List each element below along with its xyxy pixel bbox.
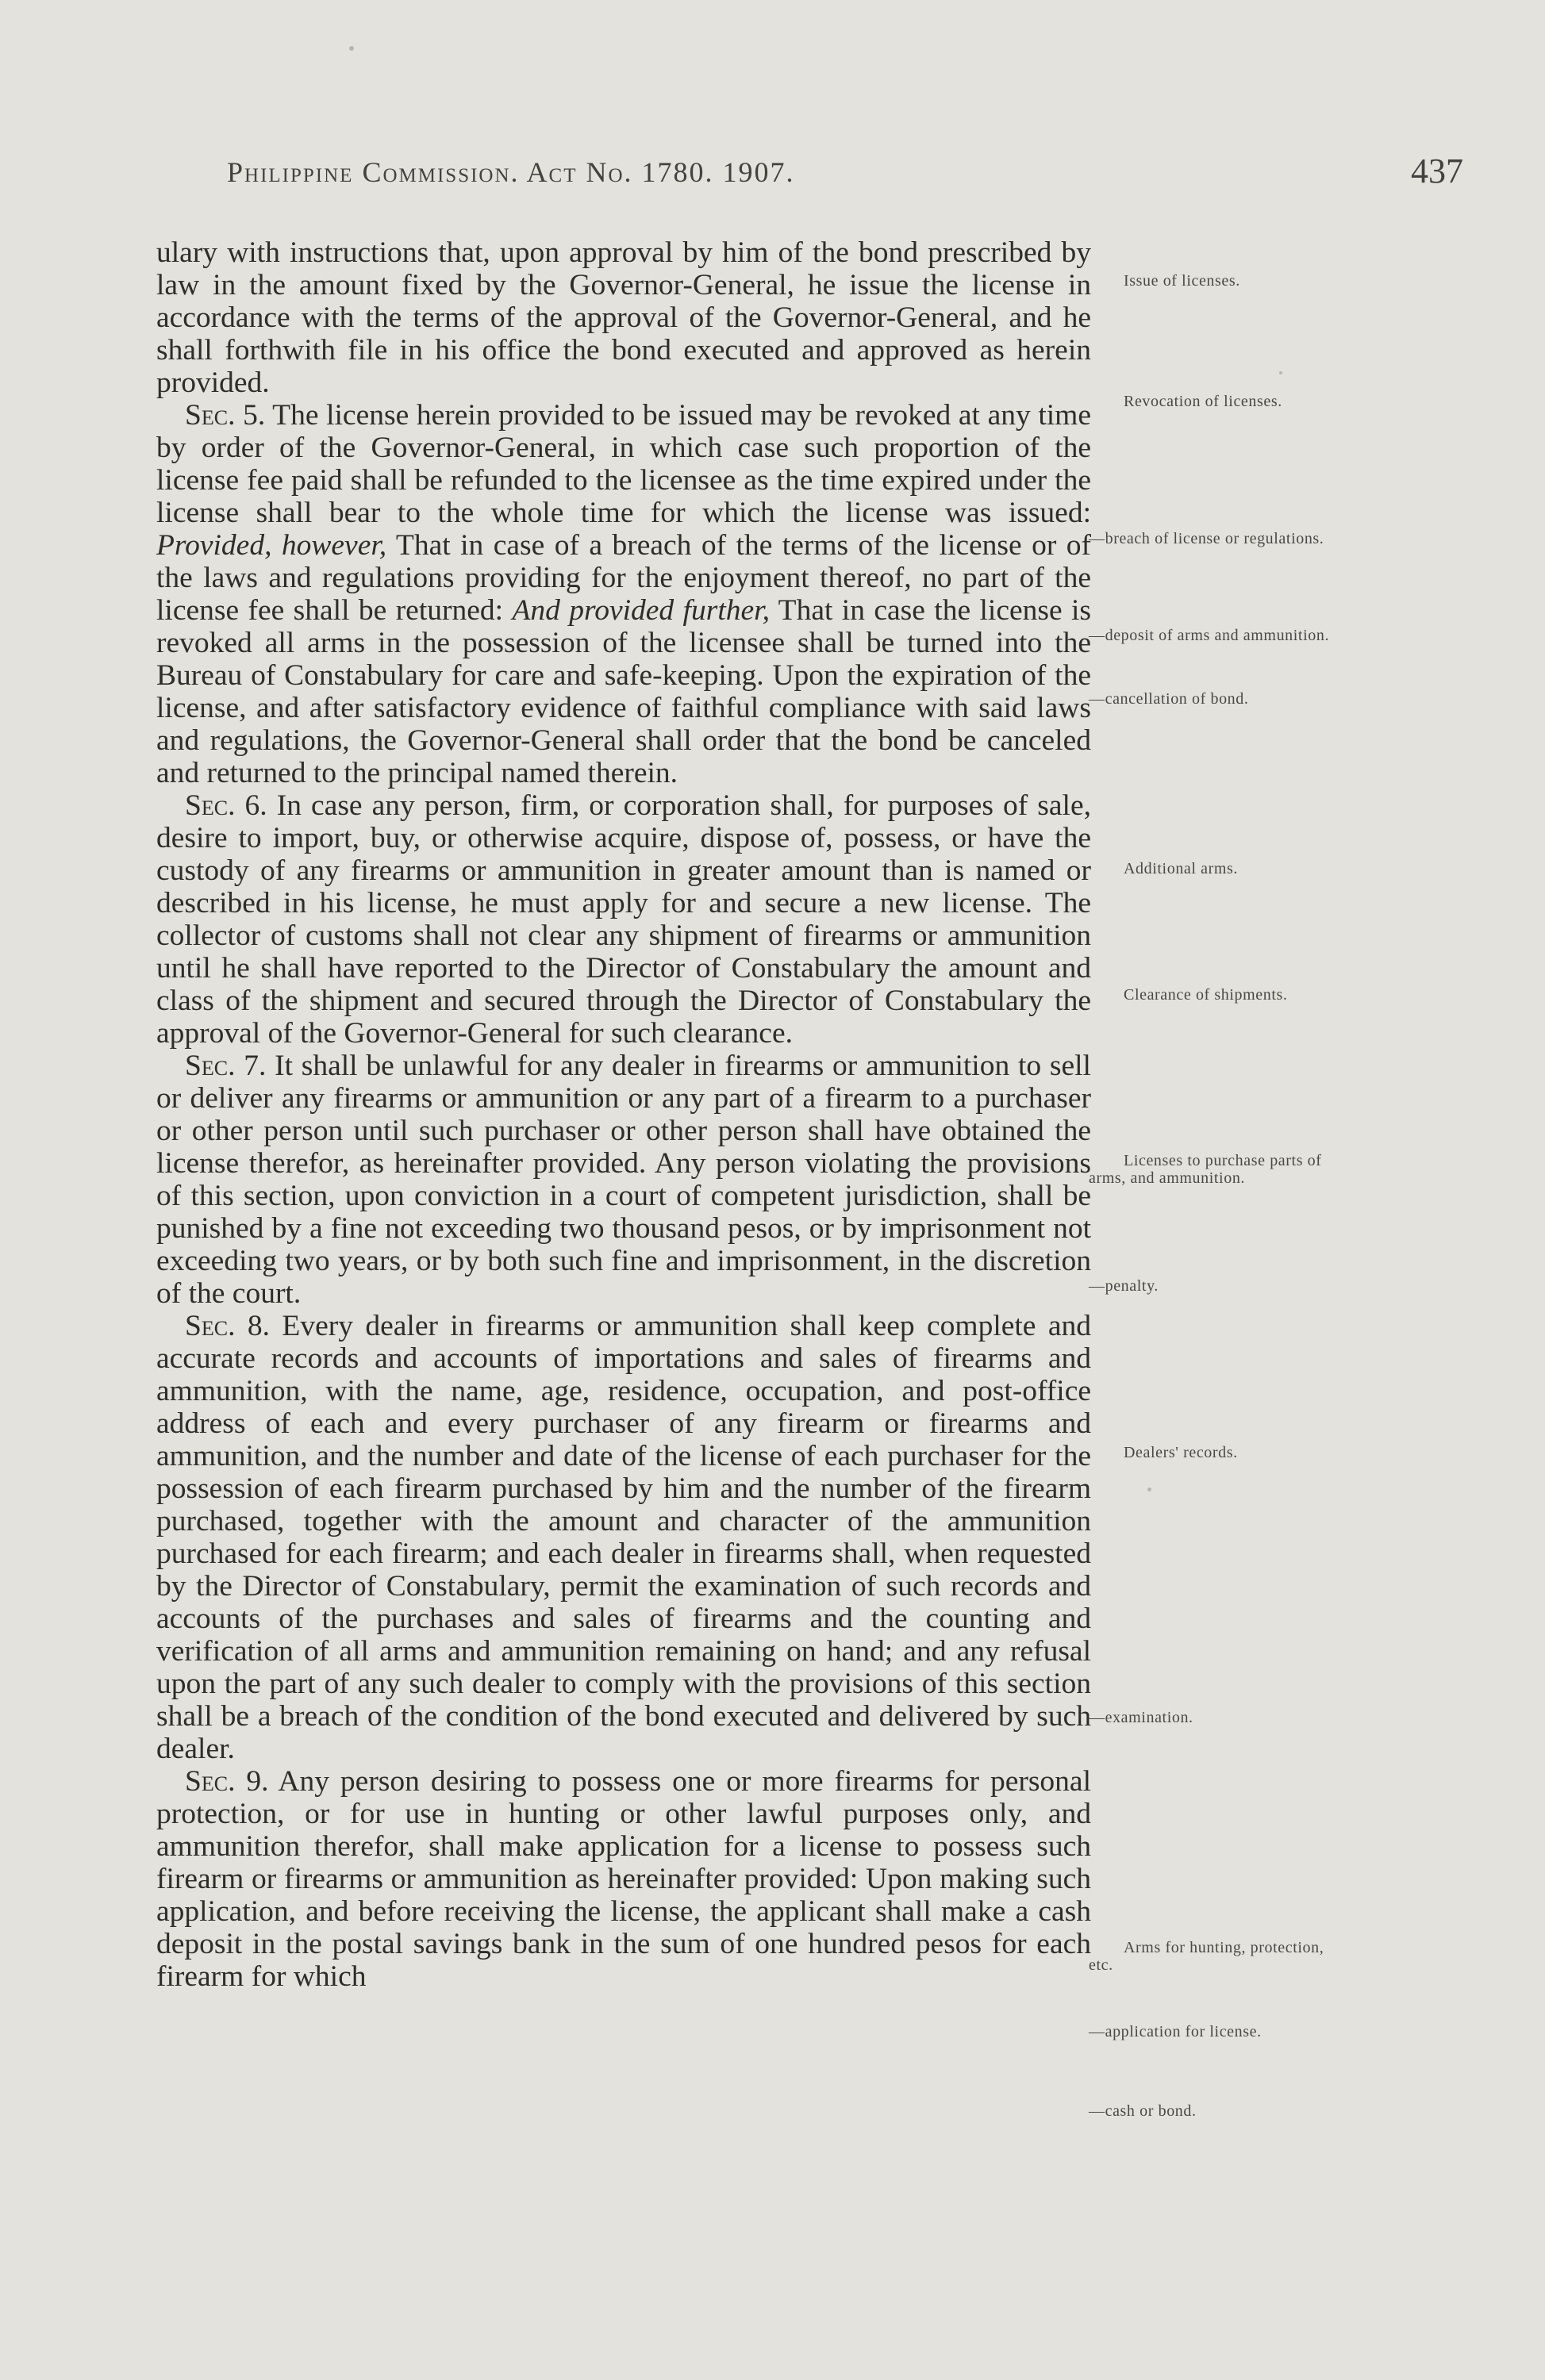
paper-speck <box>1147 1488 1151 1491</box>
section-9 <box>156 1765 1091 1993</box>
section-7-label: Sec. 7. <box>185 1050 267 1082</box>
section-7-text: It shall be unlawful for any dealer in firearms or ammunition to sell or deliver any firearms or ammunition or any part of a firearm to a purchaser or other person until such purchaser or other person shall have obtained the license therefor, as hereinafter provided. Any person violating the provisions of this section, upon conviction in a court of competent jurisdiction, shall be punished by a fine not exceeding two thousand pesos, or by imprisonment not exceeding two years, or by both such fine and imprisonment, in the discretion of the court. <box>156 1050 1091 1310</box>
margin-note-arms-for-hunting: Arms for hunting, protection, etc. <box>1089 1939 1324 1974</box>
body-text <box>156 236 1091 1993</box>
page-number: 437 <box>1411 152 1463 190</box>
page-header <box>0 152 1545 203</box>
paragraph-continuation: ulary with instructions that, upon approval by him of the bond prescribed by law in the amount fixed by the Governor-General, he issue the license in accordance with the terms of the approval of the Governor-General, and he shall forthwith file in his office the bond executed and approved as herein provided. <box>156 236 1091 399</box>
section-6-label: Sec. 6. <box>185 789 267 822</box>
margin-note-cancellation: —cancellation of bond. <box>1089 690 1249 708</box>
section-9-label: Sec. 9. <box>185 1765 269 1798</box>
margin-note-dealers-records: Dealers' records. <box>1124 1444 1238 1461</box>
section-8-text: Every dealer in firearms or ammunition shall keep complete and accurate records and accounts of importations and sales of firearms and ammunition, with the name, age, residence, occupation, and post-office address of each and every purchaser of any firearm or firearms and ammunition, and the number and date of the license of each purchaser for the possession of each firearm purchased by him and the number of the firearm purchased, together with the amount and character of the ammunition purchased for each firearm; and each dealer in firearms shall, when requested by the Director of Constabulary, permit the examination of such records and accounts of the purchases and sales of firearms and the counting and verification of all arms and ammunition remaining on hand; and any refusal upon the part of any such dealer to comply with the provisions of this section shall be a breach of the condition of the bond executed and delivered by such dealer. <box>156 1310 1091 1765</box>
section-5-proviso-2: And provided further, <box>512 594 770 627</box>
section-5-text-c: That in case the license is revoked all arms in the possession of the licensee shall be turned into the Bureau of Constabulary for care and safe-keeping. Upon the expiration of the license, and after satisfactory evidence of faithful compliance with said laws and regulations, the Governor-General shall order that the bond be canceled and returned to the principal named therein. <box>156 594 1092 789</box>
margin-note-breach: —breach of license or regulations. <box>1089 530 1324 547</box>
section-5-text-a: The license herein provided to be issued may be revoked at any time by order of the Governor-General, in which case such proportion of the license fee paid shall be refunded to the licensee as the time expired under the license shall bear to the whole time for which the license was issued: <box>156 399 1091 529</box>
margin-note-examination: —examination. <box>1089 1709 1193 1726</box>
section-6-text: In case any person, firm, or corporation shall, for purposes of sale, desire to import, buy, or otherwise acquire, dispose of, possess, or have the custody of any firearms or ammunition in greater amount than is named or described in his license, he must apply for and secure a new license. The collector of customs shall not clear any shipment of firearms or ammunition until he shall have reported to the Director of Constabulary the amount and class of the shipment and secured through the Director of Constabulary the approval of the Governor-General for such clearance. <box>156 789 1091 1050</box>
margin-note-revocation: Revocation of licenses. <box>1124 393 1282 410</box>
margin-note-cash-or-bond: —cash or bond. <box>1089 2102 1197 2120</box>
section-6 <box>156 789 1091 1050</box>
paper-speck <box>349 46 354 51</box>
margin-note-licenses-to-purchase: Licenses to purchase parts of arms, and ammunition. <box>1089 1152 1322 1187</box>
section-8-label: Sec. 8. <box>185 1310 270 1342</box>
section-5-label: Sec. 5. <box>185 399 266 432</box>
margin-note-deposit: —deposit of arms and ammunition. <box>1089 627 1330 644</box>
section-5 <box>156 399 1091 789</box>
section-7 <box>156 1050 1091 1310</box>
section-9-text: Any person desiring to possess one or more firearms for personal protection, or for use in hunting or other lawful purposes only, and ammunition therefor, shall make application for a license to possess such firearm or firearms or ammunition as hereinafter provided: Upon making such application, and before receiving the license, the applicant shall make a cash deposit in the postal savings bank in the sum of one hundred pesos for each firearm for which <box>156 1765 1091 1993</box>
margin-note-additional-arms: Additional arms. <box>1124 860 1239 877</box>
running-head: Philippine Commission. Act No. 1780. 1907. <box>227 156 795 188</box>
paper-speck <box>1279 371 1282 374</box>
section-5-proviso-1: Provided, however, <box>156 529 387 562</box>
margin-note-clearance: Clearance of shipments. <box>1124 986 1288 1004</box>
margin-note-issue-of-licenses: Issue of licenses. <box>1124 272 1240 290</box>
section-8 <box>156 1310 1091 1765</box>
margin-note-penalty: —penalty. <box>1089 1277 1159 1295</box>
section-5-text-b: That in case of a breach of the terms of the license or of the laws and regulations providing for the enjoyment thereof, no part of the license fee shall be returned: <box>156 529 1091 627</box>
margin-note-application: —application for license. <box>1089 2023 1262 2040</box>
